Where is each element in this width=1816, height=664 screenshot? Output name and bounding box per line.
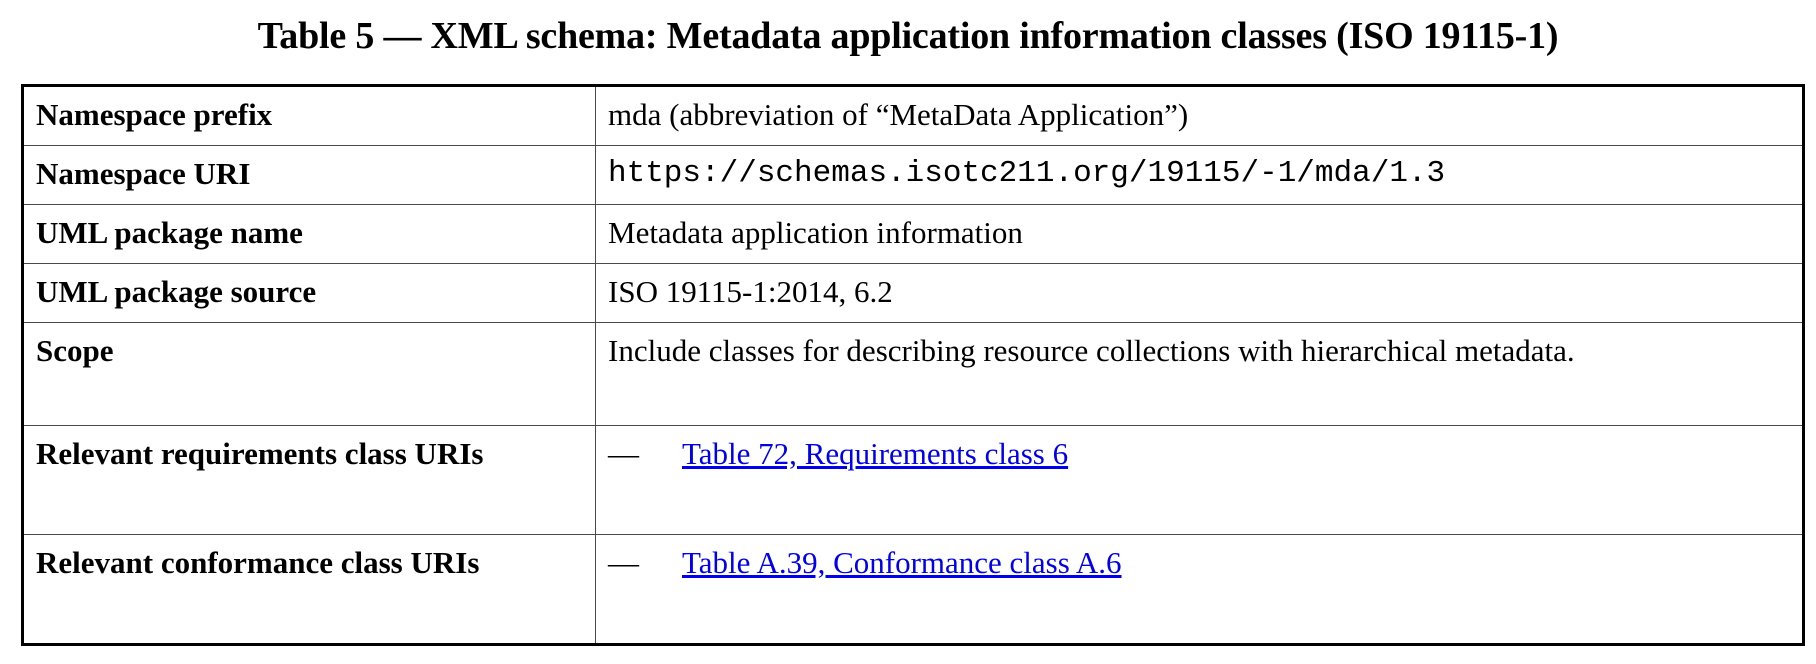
list-dash: — xyxy=(608,436,639,471)
table-row xyxy=(23,86,1804,146)
row-label-namespace-uri: Namespace URI xyxy=(23,146,596,205)
row-label-conformance-class-uris: Relevant conformance class URIs xyxy=(23,535,596,645)
row-label-uml-package-source: UML package source xyxy=(23,264,596,323)
row-label-uml-package-name: UML package name xyxy=(23,205,596,264)
requirements-class-link[interactable]: Table 72, Requirements class 6 xyxy=(682,436,1069,471)
row-value-uml-package-source: ISO 19115-1:2014, 6.2 xyxy=(596,264,1804,323)
row-value-conformance-class-uris xyxy=(596,535,1804,645)
conformance-class-link[interactable]: Table A.39, Conformance class A.6 xyxy=(682,545,1122,580)
row-label-namespace-prefix: Namespace prefix xyxy=(23,86,596,146)
row-value-namespace-uri: https://schemas.isotc211.org/19115/-1/mda/1.3 xyxy=(596,146,1804,205)
row-value-uml-package-name: Metadata application information xyxy=(596,205,1804,264)
table-row xyxy=(23,426,1804,535)
table-row xyxy=(23,535,1804,645)
row-label-scope: Scope xyxy=(23,323,596,426)
list-dash: — xyxy=(608,545,639,580)
row-value-scope: Include classes for describing resource collections with hierarchical metadata. xyxy=(596,323,1804,426)
table-caption: Table 5 — XML schema: Metadata application information classes (ISO 19115-1) xyxy=(257,15,1559,57)
row-value-namespace-prefix: mda (abbreviation of “MetaData Application”) xyxy=(596,86,1804,146)
xml-schema-table xyxy=(21,84,1805,646)
table-row xyxy=(23,264,1804,323)
row-label-requirements-class-uris: Relevant requirements class URIs xyxy=(23,426,596,535)
table-row xyxy=(23,205,1804,264)
table-row xyxy=(23,146,1804,205)
row-value-requirements-class-uris xyxy=(596,426,1804,535)
table-row xyxy=(23,323,1804,426)
